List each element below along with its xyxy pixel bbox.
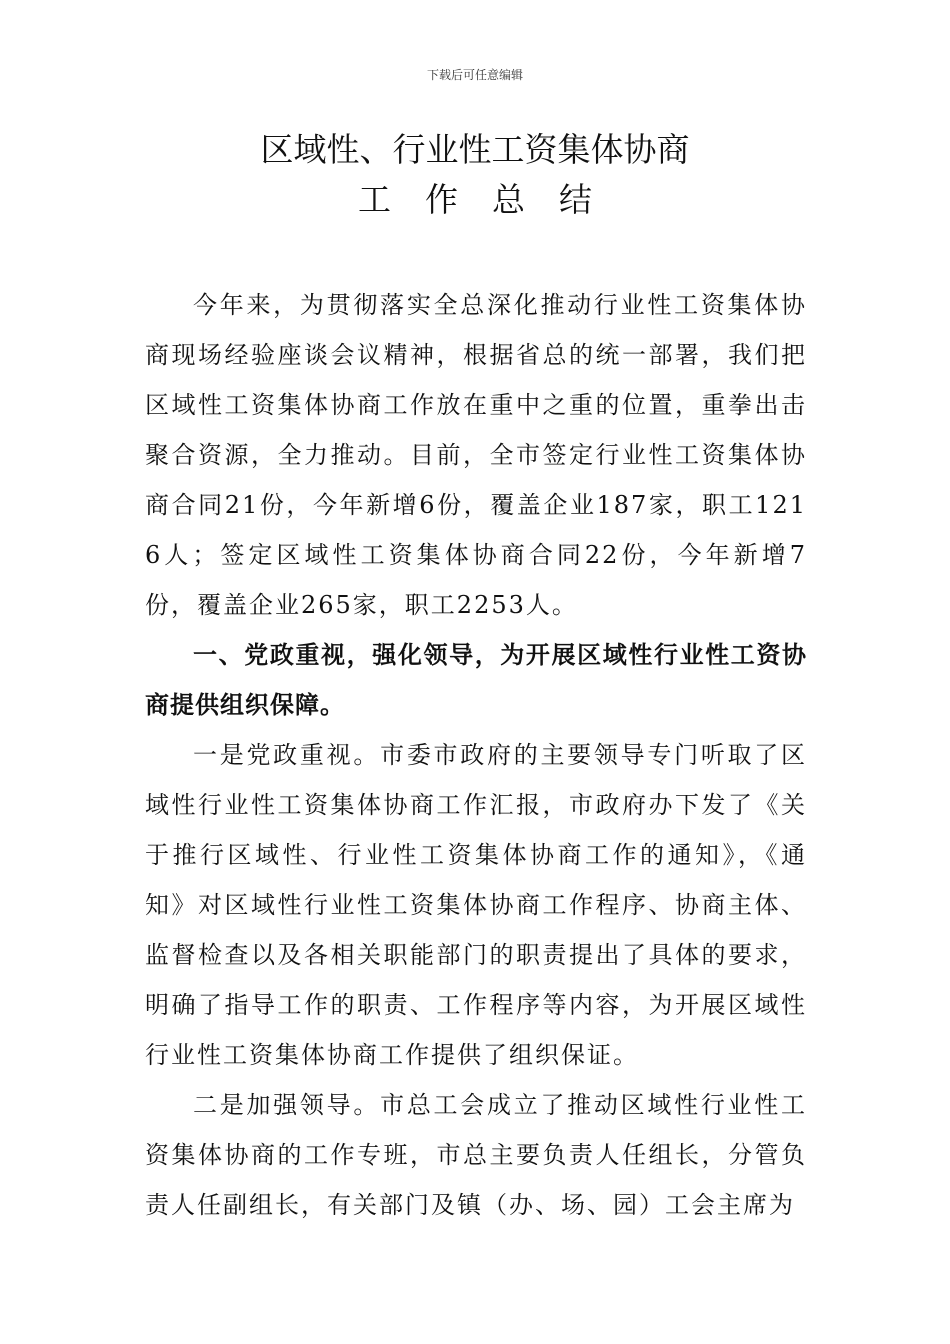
section-heading-1: 一、党政重视，强化领导，为开展区域性行业性工资协商提供组织保障。	[145, 641, 807, 719]
document-body	[145, 280, 807, 1230]
header-note: 下载后可任意编辑	[426, 68, 523, 82]
body-paragraph-point-1: 一是党政重视。市委市政府的主要领导专门听取了区域性行业性工资集体协商工作汇报，市政府办下发了《关于推行区域性、行业性工资集体协商工作的通知》，《通知》对区域性行业性工资集体协商工作程序、协商主体、监督检查以及各相关职能部门的职责提出了具体的要求，明确了指导工作的职责、工作程序等内容，为开展区域性行业性工资集体协商工作提供了组织保证。	[145, 741, 807, 1069]
body-paragraph-intro: 今年来，为贯彻落实全总深化推动行业性工资集体协商现场经验座谈会议精神，根据省总的统一部署，我们把区域性工资集体协商工作放在重中之重的位置，重拳出击聚合资源，全力推动。目前，全市签定行业性工资集体协商合同21份，今年新增6份，覆盖企业187家，职工1216人；签定区域性工资集体协商合同22份，今年新增7份，覆盖企业265家，职工2253人。	[145, 291, 807, 619]
body-paragraph-point-2: 二是加强领导。市总工会成立了推动区域性行业性工资集体协商的工作专班，市总主要负责人任组长，分管负责人任副组长，有关部门及镇（办、场、园）工会主席为	[145, 1091, 807, 1219]
document-title-line2: 工作总结	[358, 180, 626, 219]
document-title-line1: 区域性、行业性工资集体协商	[260, 130, 690, 169]
